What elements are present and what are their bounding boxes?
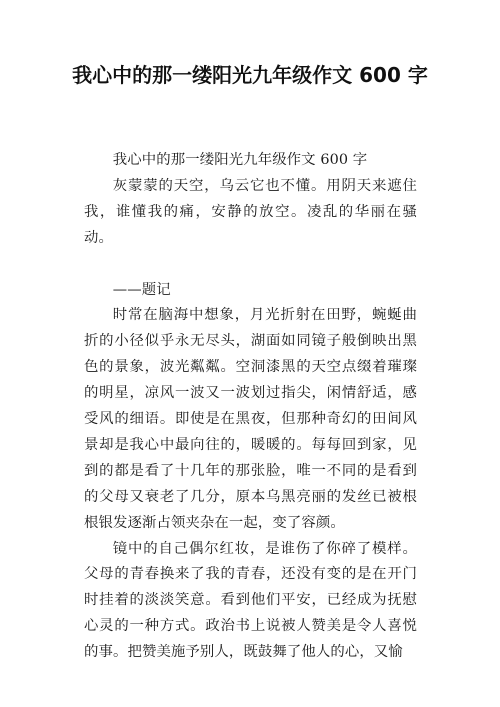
paragraph-opening: 灰蒙蒙的天空，乌云它也不懂。用阴天来遮住我，谁懂我的痛，安静的放空。凌乱的华丽在骚动。 [84, 177, 417, 246]
paragraph-body-2: 镜中的自己偶尔红妆，是谁伤了你碎了模样。父母的青春换来了我的青春，还没有变的是在开门时挂着的淡淡笑意。看到他们平安，已经成为抚慰心灵的一种方式。政治书上说被人赞美是令人喜悦的事。把赞美施予别人，既鼓舞了他人的心，又愉 [84, 540, 417, 661]
document-body [84, 148, 417, 666]
paragraph-epigraph: ——题记 [112, 281, 171, 298]
paragraph-body-1: 时常在脑海中想象，月光折射在田野，蜿蜒曲折的小径似乎永无尽头，湖面如同镜子般倒映出黑色的景象，波光粼粼。空洞漆黑的天空点缀着璀璨的明星，凉风一波又一波划过指尖，闲情舒适，感受风的细语。即使是在黑夜，但那种奇幻的田间风景却是我心中最向往的，暖暖的。每每回到家，见到的都是看了十几年的那张脸，唯一不同的是看到的父母又衰老了几分，原本乌黑亮丽的发丝已被根根银发逐渐占领夹杂在一起，变了容颜。 [84, 307, 417, 531]
paragraph-subtitle: 我心中的那一缕阳光九年级作文 600 字 [112, 152, 368, 168]
document-title: 我心中的那一缕阳光九年级作文 600 字 [72, 63, 428, 87]
paragraph-blank [84, 252, 417, 278]
